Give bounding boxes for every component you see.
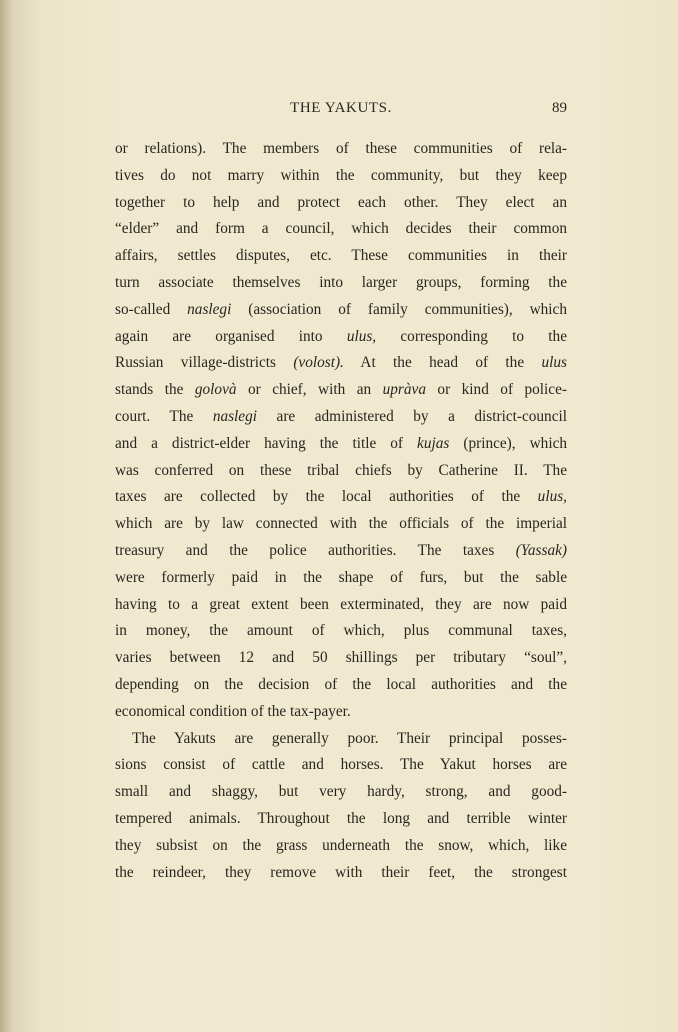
text-line: the reindeer, they remove with their feet, the strongest bbox=[115, 863, 567, 881]
text-line: together to help and protect each other. They elect an bbox=[115, 193, 567, 211]
italic-term: ulus, bbox=[346, 327, 377, 345]
running-head bbox=[115, 100, 567, 122]
text-line: varies between 12 and 50 shillings per tributary “soul”, bbox=[115, 649, 567, 667]
italic-term: kujas bbox=[417, 434, 450, 452]
text-line: affairs, settles disputes, etc. These communities in their bbox=[115, 247, 567, 265]
text-line: were formerly paid in the shape of furs, but the sable bbox=[115, 568, 567, 586]
body-text bbox=[115, 136, 567, 886]
page-number: 89 bbox=[552, 100, 567, 116]
text-line: taxes are collected by the local authorities of the ulus, bbox=[115, 488, 567, 506]
italic-term: naslegi bbox=[187, 300, 232, 318]
text-line: The Yakuts are generally poor. Their principal posses- bbox=[132, 729, 567, 747]
italic-term: ulus, bbox=[537, 488, 567, 506]
text-line: having to a great extent been exterminated, they are now paid bbox=[115, 595, 567, 613]
italic-term: upràva bbox=[382, 381, 426, 399]
text-line: sions consist of cattle and horses. The Yakut horses are bbox=[115, 756, 567, 774]
text-line: they subsist on the grass underneath the snow, which, like bbox=[115, 836, 567, 854]
text-line: and a district-elder having the title of kujas (prince), which bbox=[115, 434, 567, 452]
text-line: tives do not marry within the community, but they keep bbox=[115, 166, 567, 184]
italic-term: golovà bbox=[194, 381, 237, 399]
text-line: was conferred on these tribal chiefs by Catherine II. The bbox=[115, 461, 567, 479]
italic-term: naslegi bbox=[212, 407, 258, 425]
italic-term: ulus bbox=[541, 354, 567, 372]
text-line: which are by law connected with the officials of the imperial bbox=[115, 515, 567, 533]
text-line: “elder” and form a council, which decides their common bbox=[115, 220, 567, 238]
running-head-title: THE YAKUTS. bbox=[290, 100, 392, 116]
text-line: Russian village-districts (volost). At the head of the ulus bbox=[115, 354, 567, 372]
text-line: tempered animals. Throughout the long and terrible winter bbox=[115, 809, 567, 827]
text-line: turn associate themselves into larger groups, forming the bbox=[115, 273, 567, 291]
text-line: stands the golovà or chief, with an upràva or kind of police- bbox=[115, 381, 567, 399]
text-line: in money, the amount of which, plus communal taxes, bbox=[115, 622, 567, 640]
text-line: again are organised into ulus, corresponding to the bbox=[115, 327, 567, 345]
text-line: court. The naslegi are administered by a district-council bbox=[115, 407, 567, 425]
text-line: economical condition of the tax-payer. bbox=[115, 702, 351, 720]
text-line: small and shaggy, but very hardy, strong, and good- bbox=[115, 783, 567, 801]
italic-term: (Yassak) bbox=[515, 541, 567, 559]
text-line: treasury and the police authorities. The taxes (Yassak) bbox=[115, 541, 567, 559]
page-gutter bbox=[0, 0, 10, 1032]
text-line: or relations). The members of these communities of rela- bbox=[115, 140, 567, 157]
italic-term: (volost). bbox=[293, 354, 344, 372]
text-line: so-called naslegi (association of family communities), which bbox=[115, 300, 567, 318]
text-line: depending on the decision of the local authorities and the bbox=[115, 675, 567, 693]
